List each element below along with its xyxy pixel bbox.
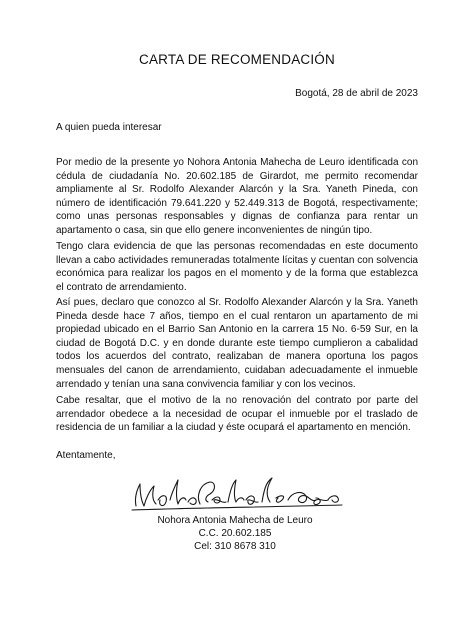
signer-id: C.C. 20.602.185 (198, 528, 272, 539)
salutation: A quien pueda interesar (56, 122, 162, 133)
signer-name: Nohora Antonia Mahecha de Leuro (157, 515, 313, 526)
handwritten-signature (128, 470, 348, 514)
body-paragraph-4: Cabe resaltar, que el motivo de la no renovación del contrato por parte del arrendador obedece a la necesidad de ocupar el inmueble por el traslado de residencia de un familiar a la ciudad y éste ocupará el apartamento en mención. (56, 395, 418, 434)
letter-date: Bogotá, 28 de abril de 2023 (295, 88, 418, 99)
closing: Atentamente, (56, 450, 116, 461)
body-paragraph-3: Así pues, declaro que conozco al Sr. Rodolfo Alexander Alarcón y la Sra. Yaneth Pineda desde hace 7 años, tiempo en el cual rentaron un apartamento de mi propiedad ubicado en el Barrio San Antonio en la carrera 15 No. 6-59 Sur, en la ciudad de Bogotá D.C. y en donde durante este tiempo cumplieron a cabalidad todos los acuerdos del contrato, realizaban de manera oportuna los pagos mensuales del canon de arrendamiento, cuidaban adecuadamente el inmueble arrendado y tenían una sana convivencia familiar y con los vecinos. (56, 297, 418, 390)
letter-title: CARTA DE RECOMENDACIÓN (139, 52, 335, 67)
body-paragraph-2: Tengo clara evidencia de que las personas recomendadas en este documento llevan a cabo actividades remuneradas totalmente lícitas y cuentan con solvencia económica para realizar los pagos en el momento y de la forma que establezca el contrato de arrendamiento. (56, 241, 418, 293)
signature-block (150, 514, 320, 553)
signer-phone: Cel: 310 8678 310 (194, 541, 276, 552)
body-paragraph-1: Por medio de la presente yo Nohora Antonia Mahecha de Leuro identificada con cédula de ciudadanía No. 20.602.185 de Girardot, me permito recomendar ampliamente al Sr. Rodolfo Alexander Alarcón y la Sra. Yaneth Pineda, con número de identificación 79.641.220 y 52.449.313 de Bogotá, respectivamente; como unas personas responsables y dignas de confianza para rentar un apartamento o casa, sin que ello genere inconvenientes de ningún tipo. (56, 157, 418, 236)
